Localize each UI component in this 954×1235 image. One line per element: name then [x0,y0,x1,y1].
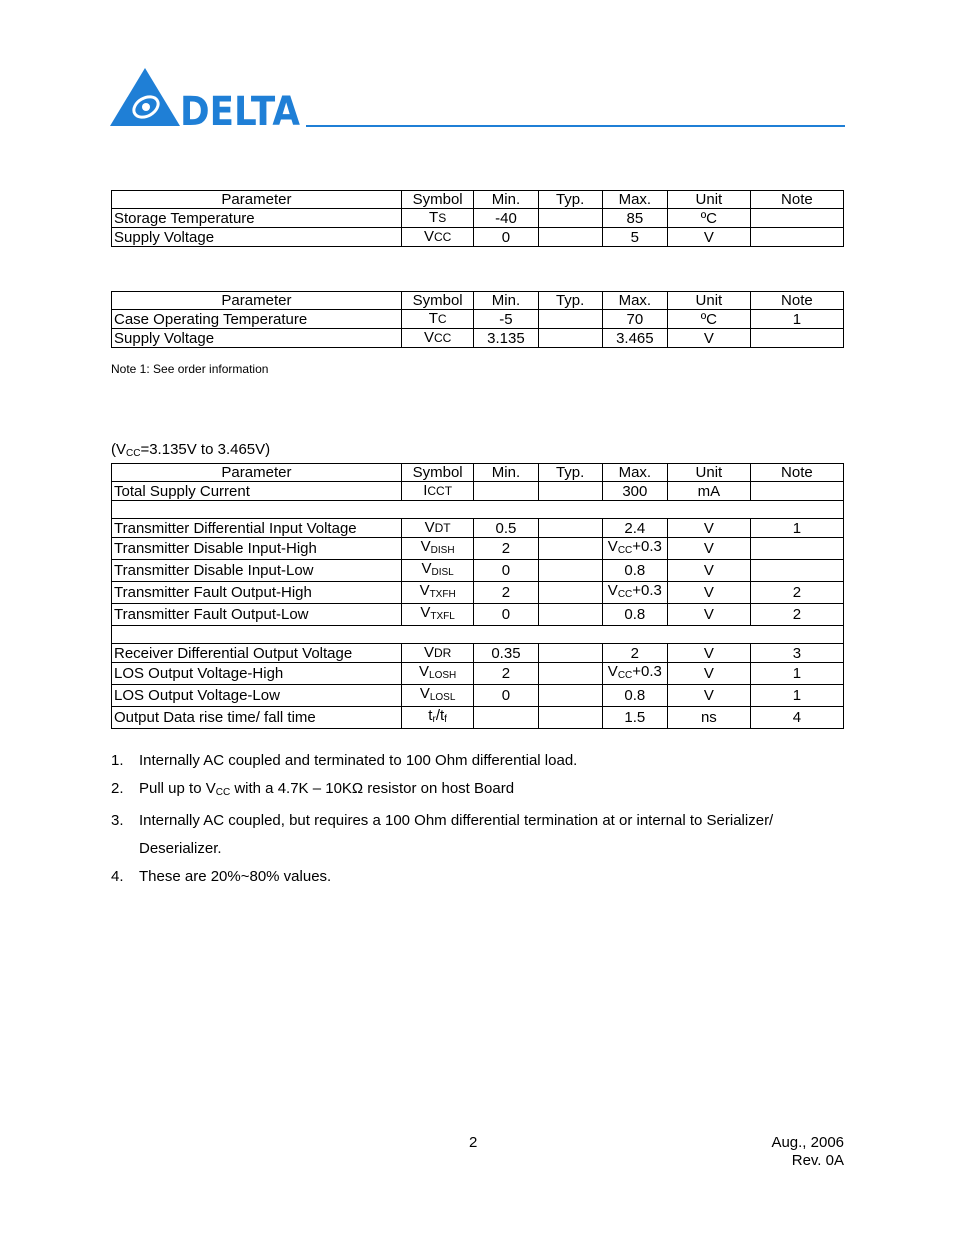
typ-cell [538,707,602,729]
order-info-note: Note 1: See order information [111,362,269,376]
note-cell: 4 [750,707,843,729]
param-cell: Total Supply Current [112,482,402,501]
table-header-row [112,191,844,209]
symbol-cell: VTXFH [401,582,473,604]
note-cell [750,560,843,582]
max-cell: 85 [602,209,667,228]
header-cell: Parameter [112,191,402,209]
unit-cell: V [667,582,750,604]
min-cell: 2 [474,663,538,685]
param-cell: Transmitter Fault Output-High [112,582,402,604]
typ-cell [538,329,602,348]
min-cell: -40 [474,209,538,228]
param-cell: Transmitter Differential Input Voltage [112,519,402,538]
typ-cell [538,538,602,560]
param-cell: Receiver Differential Output Voltage [112,644,402,663]
max-cell: 0.8 [602,685,667,707]
electrical-characteristics-table [111,463,844,729]
table-row [112,538,844,560]
min-cell: 2 [474,582,538,604]
typ-cell [538,519,602,538]
header-rule [306,125,845,127]
svg-text:DELTA: DELTA [180,89,301,128]
header-cell: Symbol [401,464,473,482]
note-cell [750,482,843,501]
table-header-row [112,292,844,310]
typ-cell [538,685,602,707]
unit-cell: V [667,519,750,538]
min-cell: 3.135 [474,329,538,348]
typ-cell [538,209,602,228]
max-cell: 300 [602,482,667,501]
max-cell: 2.4 [602,519,667,538]
unit-cell: ºC [667,209,750,228]
typ-cell [538,582,602,604]
header-cell: Note [750,464,843,482]
min-cell [474,482,538,501]
header-cell: Note [750,292,843,310]
min-cell: 0 [474,560,538,582]
note-cell [750,538,843,560]
spacer-cell [112,501,844,519]
max-cell: 70 [602,310,667,329]
min-cell [474,707,538,729]
unit-cell: V [667,604,750,626]
delta-logo-icon [110,66,302,128]
note-cell: 2 [750,582,843,604]
max-cell: 1.5 [602,707,667,729]
symbol-cell: VLOSL [401,685,473,707]
header-cell: Typ. [538,464,602,482]
max-cell: VCC+0.3 [602,538,667,560]
unit-cell: ns [667,707,750,729]
table-row [112,560,844,582]
revision-date: Aug., 2006 [771,1134,844,1151]
header-cell: Max. [602,464,667,482]
header-cell: Parameter [112,464,402,482]
min-cell: 0 [474,685,538,707]
spacer-row [112,501,844,519]
param-cell: Storage Temperature [112,209,402,228]
header-cell: Min. [474,292,538,310]
typ-cell [538,560,602,582]
header-cell: Max. [602,292,667,310]
table-row [112,329,844,348]
header-cell: Unit [667,464,750,482]
revision-label: Rev. 0A [791,1152,844,1169]
header-cell: Typ. [538,292,602,310]
typ-cell [538,604,602,626]
typ-cell [538,228,602,247]
delta-logo [110,66,302,128]
min-cell: 0.35 [474,644,538,663]
absolute-max-table [111,190,844,247]
symbol-cell: VDR [401,644,473,663]
max-cell: 0.8 [602,604,667,626]
header-cell: Max. [602,191,667,209]
note-cell [750,209,843,228]
max-cell: 0.8 [602,560,667,582]
typ-cell [538,663,602,685]
unit-cell: V [667,685,750,707]
param-cell: Transmitter Fault Output-Low [112,604,402,626]
list-item: 1. Internally AC coupled and terminated to 100 Ohm differential load. [111,752,578,769]
symbol-cell: VLOSH [401,663,473,685]
table-row [112,707,844,729]
table-row [112,644,844,663]
notes-list [111,747,831,891]
unit-cell: V [667,663,750,685]
operating-conditions-table [111,291,844,348]
note-cell: 1 [750,685,843,707]
header-cell: Unit [667,191,750,209]
max-cell: VCC+0.3 [602,582,667,604]
header-cell: Symbol [401,191,473,209]
symbol-cell: VCC [401,228,473,247]
table-row [112,519,844,538]
param-cell: LOS Output Voltage-Low [112,685,402,707]
table-row [112,310,844,329]
note-cell: 1 [750,519,843,538]
unit-cell: ºC [667,310,750,329]
unit-cell: V [667,228,750,247]
table-row [112,685,844,707]
symbol-cell: VTXFL [401,604,473,626]
min-cell: 0 [474,604,538,626]
param-cell: Supply Voltage [112,329,402,348]
table-row [112,663,844,685]
list-item: 2. Pull up to VCC with a 4.7K – 10KΩ resistor on host Board [111,780,515,798]
symbol-cell: VDT [401,519,473,538]
unit-cell: V [667,538,750,560]
typ-cell [538,644,602,663]
note-cell: 1 [750,663,843,685]
note-cell: 3 [750,644,843,663]
header-cell: Symbol [401,292,473,310]
typ-cell [538,482,602,501]
supply-condition: (VCC=3.135V to 3.465V) [111,441,271,459]
table-row [112,228,844,247]
symbol-cell: TC [401,310,473,329]
table-row [112,582,844,604]
unit-cell: V [667,644,750,663]
symbol-cell: VDISL [401,560,473,582]
spacer-row [112,626,844,644]
header-cell: Note [750,191,843,209]
note-cell [750,329,843,348]
max-cell: 5 [602,228,667,247]
min-cell: 0 [474,228,538,247]
max-cell: 2 [602,644,667,663]
symbol-cell: tr/tf [401,707,473,729]
table-row [112,604,844,626]
spacer-cell [112,626,844,644]
typ-cell [538,310,602,329]
unit-cell: V [667,560,750,582]
max-cell: VCC+0.3 [602,663,667,685]
page-number: 2 [469,1134,478,1151]
note-cell: 2 [750,604,843,626]
header-cell: Min. [474,464,538,482]
param-cell: Transmitter Disable Input-Low [112,560,402,582]
table-header-row [112,464,844,482]
header-cell: Unit [667,292,750,310]
max-cell: 3.465 [602,329,667,348]
symbol-cell: VDISH [401,538,473,560]
unit-cell: mA [667,482,750,501]
param-cell: LOS Output Voltage-High [112,663,402,685]
min-cell: 2 [474,538,538,560]
param-cell: Supply Voltage [112,228,402,247]
symbol-cell: VCC [401,329,473,348]
min-cell: -5 [474,310,538,329]
param-cell: Transmitter Disable Input-High [112,538,402,560]
param-cell: Case Operating Temperature [112,310,402,329]
header-cell: Parameter [112,292,402,310]
list-item: 3. Internally AC coupled, but requires a 100 Ohm differential termination at or internal to Serializer/ Deserializer. [111,812,774,857]
header-cell: Typ. [538,191,602,209]
note-cell [750,228,843,247]
symbol-cell: TS [401,209,473,228]
table-row [112,209,844,228]
revision-info [771,1134,844,1170]
table-row [112,482,844,501]
min-cell: 0.5 [474,519,538,538]
param-cell: Output Data rise time/ fall time [112,707,402,729]
note-cell: 1 [750,310,843,329]
symbol-cell: ICCT [401,482,473,501]
unit-cell: V [667,329,750,348]
header-cell: Min. [474,191,538,209]
list-item: 4. These are 20%~80% values. [111,868,332,885]
